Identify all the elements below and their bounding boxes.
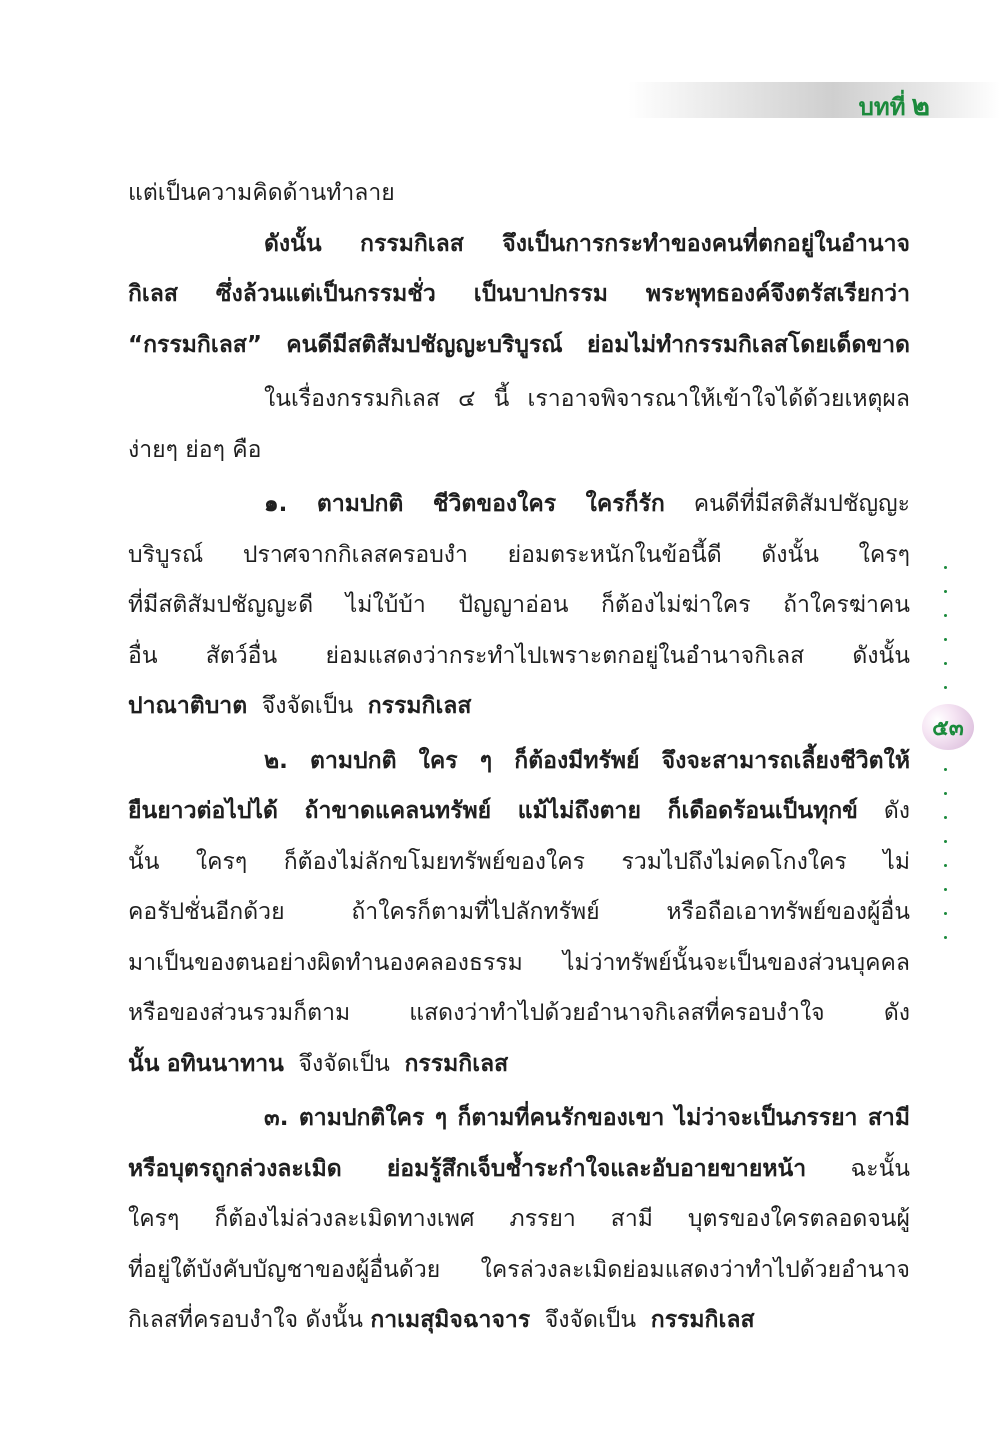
text-line: บริบูรณ์ ปราศจากกิเลสครอบงำ ย่อมตระหนักในข้อนี้ดี ดังนั้น ใครๆ [128,541,910,568]
page-number-badge [922,704,974,750]
margin-dot [944,912,947,915]
term-kammakilesa: กรรมกิเลส [367,693,472,719]
item-2-heading: ๒. ตามปกติ ใคร ๆ ก็ต้องมีทรัพย์ จึงจะสามารถเลี้ยงชีวิตให้ [264,747,910,774]
margin-dot [944,840,947,843]
paragraph-item-1 [128,479,910,732]
chapter-label: บทที่ [858,93,906,121]
text-line: กิเลส ซึ่งล้วนแต่เป็นกรรมชั่ว เป็นบาปกรรม พระพุทธองค์จึงตรัสเรียกว่า [128,281,910,307]
term-kamesumicchacara: กาเมสุมิจฉาจาร [370,1307,531,1333]
chapter-heading [859,84,930,128]
page-body [128,168,910,1346]
text-span: ดัง [883,798,910,824]
paragraph-kammakilesa [128,219,910,371]
text-line: “กรรมกิเลส” คนดีมีสติสัมปชัญญะบริบูรณ์ ย่อมไม่ทำกรรมกิเลสโดยเด็ดขาด [128,331,910,358]
margin-dot [944,768,947,771]
margin-dot [944,888,947,891]
text-line: ในเรื่องกรรมกิเลส ๔ นี้ เราอาจพิจารณาให้เข้าใจได้ด้วยเหตุผล [264,386,910,412]
text-span: หรือบุตรถูกล่วงละเมิด ย่อมรู้สึกเจ็บช้ำระกำใจและอับอายขายหน้า [128,1155,807,1182]
text-span: กิเลสที่ครอบงำใจ ดังนั้น [128,1307,364,1333]
text-line: แต่เป็นความคิดด้านทำลาย [128,180,395,206]
item-3-heading: ๓. ตามปกติใคร ๆ ก็ตามที่คนรักของเขา ไม่ว่าจะเป็นภรรยา สามี [264,1105,910,1131]
text-line: นั้น ใครๆ ก็ต้องไม่ลักขโมยทรัพย์ของใคร รวมไปถึงไม่คดโกงใคร ไม่ [128,848,910,875]
text-line: มาเป็นของตนอย่างผิดทำนองคลองธรรม ไม่ว่าทรัพย์นั้นจะเป็นของส่วนบุคคล [128,949,910,976]
margin-dot [944,638,947,641]
margin-dot [944,936,947,939]
text-line: คอรัปชั่นอีกด้วย ถ้าใครก็ตามที่ไปลักทรัพย์ หรือถือเอาทรัพย์ของผู้อื่น [128,899,910,925]
text-line: ที่อยู่ใต้บังคับบัญชาของผู้อื่นด้วย ใครล่วงละเมิดย่อมแสดงว่าทำไปด้วยอำนาจ [128,1256,910,1283]
page-number: ๕๓ [932,715,964,741]
text-line: อื่น สัตว์อื่น ย่อมแสดงว่ากระทำไปเพราะตกอยู่ในอำนาจกิเลส ดังนั้น [128,642,910,669]
term-panatipata: ปาณาติบาต [128,693,248,719]
text-span: จึงจัดเป็น [544,1307,637,1333]
term-kammakilesa: กรรมกิเลส [404,1050,509,1077]
text-span: คนดีที่มีสติสัมปชัญญะ [693,491,910,517]
text-span: ฉะนั้น [850,1155,911,1182]
text-span: จึงจัดเป็น [298,1050,390,1077]
paragraph-four-kilesa [128,374,910,475]
margin-dot [944,662,947,665]
text-line [128,786,910,837]
margin-dot [944,816,947,819]
margin-dot [944,792,947,795]
paragraph-item-3 [128,1093,910,1346]
margin-dot [944,686,947,689]
text-span: จึงจัดเป็น [261,693,354,719]
text-span: นั้น [128,1050,160,1077]
text-line: ดังนั้น กรรมกิเลส จึงเป็นการกระทำของคนที่ตกอยู่ในอำนาจ [264,230,910,257]
text-line [128,479,910,530]
margin-dot [944,590,947,593]
margin-dot [944,864,947,867]
text-line: หรือของส่วนรวมก็ตาม แสดงว่าทำไปด้วยอำนาจกิเลสที่ครอบงำใจ ดัง [128,1000,910,1026]
margin-dot [944,614,947,617]
text-line [128,1295,910,1346]
chapter-number: ๒ [911,89,930,122]
text-span: ยืนยาวต่อไปได้ ถ้าขาดแคลนทรัพย์ แม้ไม่ถึงตาย ก็เดือดร้อนเป็นทุกข์ [128,798,858,824]
text-line [128,1039,910,1090]
term-kammakilesa: กรรมกิเลส [650,1307,755,1333]
paragraph-item-2 [128,736,910,1090]
margin-dot [944,566,947,569]
header-band [628,82,1000,118]
text-line: ง่ายๆ ย่อๆ คือ [128,436,262,463]
text-line: ใครๆ ก็ต้องไม่ล่วงละเมิดทางเพศ ภรรยา สามี บุตรของใครตลอดจนผู้ [128,1206,910,1232]
text-line [128,681,910,732]
text-line [128,1144,910,1195]
item-1-heading: ๑. ตามปกติ ชีวิตของใคร ใครก็รัก [264,491,665,517]
paragraph-intro [128,168,910,219]
term-adinnadana: อทินนาทาน [166,1050,284,1077]
text-line: ที่มีสติสัมปชัญญะดี ไม่ใบ้บ้า ปัญญาอ่อน ก็ต้องไม่ฆ่าใคร ถ้าใครฆ่าคน [128,592,910,618]
